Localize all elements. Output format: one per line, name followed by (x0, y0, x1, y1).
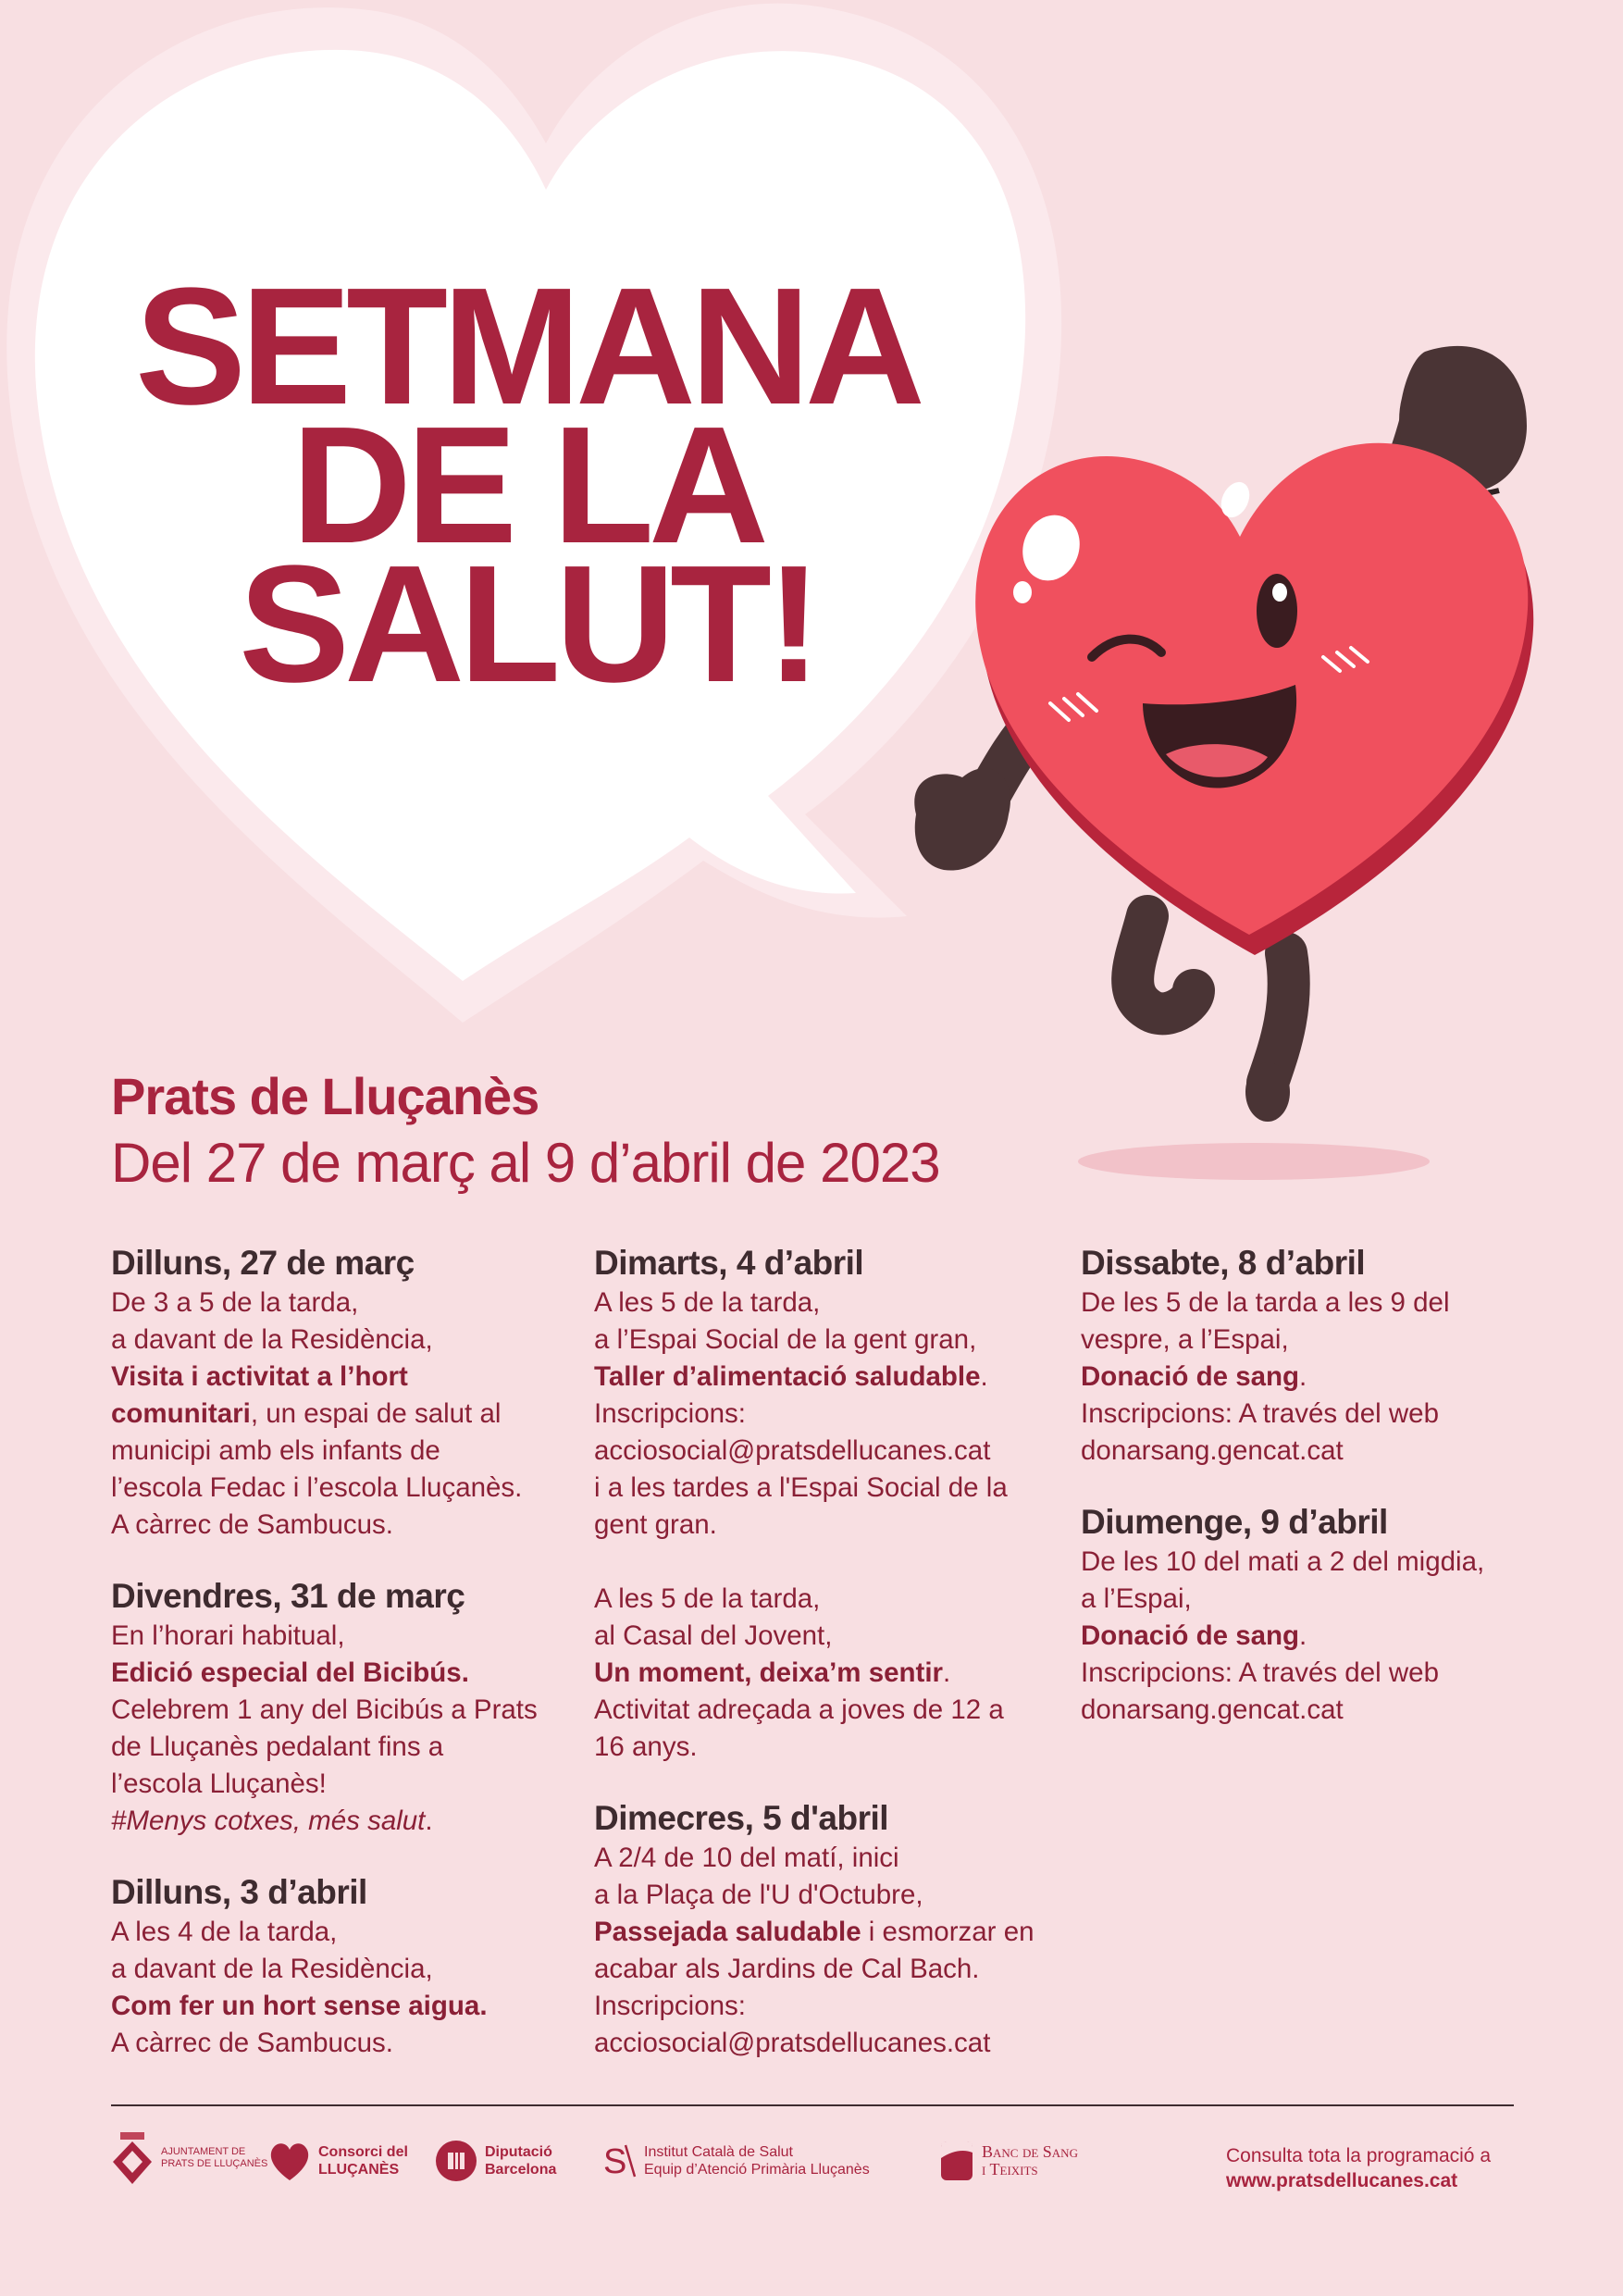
event-line: A 2/4 de 10 del matí, inici (594, 1843, 899, 1873)
event-hashtag: #Menys cotxes, més salut (111, 1806, 426, 1836)
event-website: donarsang.gencat.cat (1081, 1694, 1344, 1725)
event-activity: Donació de sang (1081, 1361, 1300, 1392)
event-line: . (1299, 1620, 1307, 1651)
event-monday-27 (111, 1242, 574, 1544)
event-friday-31 (111, 1575, 574, 1840)
logo-ics-line-1: Institut Català de Salut (644, 2144, 793, 2160)
event-day-heading: Dimecres, 5 d'abril (594, 1799, 889, 1837)
event-line: Activitat adreçada a joves de 12 a (594, 1694, 1004, 1725)
event-activity: Passejada saludable (594, 1917, 861, 1947)
event-activity: Un moment, deixa’m sentir (594, 1657, 944, 1688)
logo-ajuntament (111, 2128, 267, 2188)
event-monday-3 (111, 1871, 574, 2062)
event-activity: Donació de sang (1081, 1620, 1300, 1651)
event-line: . (425, 1806, 433, 1836)
event-line: . (943, 1657, 951, 1688)
logo-consorci-line-1: Consorci del (318, 2144, 408, 2160)
consult-text: Consulta tota la programació a (1226, 2145, 1491, 2166)
heart-mascot-icon (888, 342, 1573, 1203)
event-day-heading: Dilluns, 3 d’abril (111, 1873, 367, 1911)
event-line: . (1299, 1361, 1307, 1392)
event-line: a davant de la Residència, (111, 1954, 433, 1984)
title-line-3: SALUT! (239, 531, 816, 717)
event-line: a la Plaça de l'U d'Octubre, (594, 1880, 923, 1910)
logo-ics (603, 2141, 870, 2180)
event-line: A les 4 de la tarda, (111, 1917, 338, 1947)
event-tuesday-4 (594, 1242, 1057, 1766)
title-line-2: DE LA (291, 392, 763, 578)
ics-s-slash-icon (603, 2141, 637, 2180)
event-saturday-8 (1081, 1242, 1516, 1470)
event-sunday-9 (1081, 1501, 1516, 1729)
event-place: Prats de Lluçanès (111, 1067, 539, 1125)
logo-diputacio-line-2: Barcelona (485, 2162, 557, 2178)
event-day-heading: Divendres, 31 de març (111, 1577, 465, 1615)
event-line: En l’horari habitual, (111, 1620, 345, 1651)
logo-banc-line-2: i Teixits (982, 2160, 1038, 2178)
event-activity: Taller d’alimentació saludable (594, 1361, 981, 1392)
logo-ics-line-2: Equip d’Atenció Primària Lluçanès (644, 2162, 870, 2178)
sponsor-logos (111, 2128, 1175, 2212)
title-line-1: SETMANA (135, 254, 920, 440)
event-day-heading: Dimarts, 4 d’abril (594, 1244, 864, 1282)
event-line: l’escola Fedac i l’escola Lluçanès. (111, 1472, 523, 1503)
event-line: i esmorzar en (861, 1917, 1035, 1947)
event-line: Inscripcions: A través del web (1081, 1657, 1439, 1688)
event-line: Inscripcions: (594, 1398, 746, 1429)
event-line: De les 5 de la tarda a les 9 del (1081, 1287, 1450, 1318)
event-line: a l’Espai Social de la gent gran, (594, 1324, 977, 1355)
event-day-heading: Dissabte, 8 d’abril (1081, 1244, 1366, 1282)
event-line: de Lluçanès pedalant fins a (111, 1731, 444, 1762)
diputacio-emblem-icon (435, 2140, 477, 2182)
program-column-3 (1081, 1242, 1516, 1729)
consorci-heart-icon (268, 2140, 311, 2182)
event-line: . (980, 1361, 988, 1392)
event-wednesday-5 (594, 1797, 1057, 2062)
event-day-heading: Diumenge, 9 d’abril (1081, 1503, 1388, 1541)
logo-consorci (268, 2140, 408, 2182)
event-line: 16 anys. (594, 1731, 698, 1762)
event-line: , un espai de salut al (250, 1398, 502, 1429)
event-line: Celebrem 1 any del Bicibús a Prats (111, 1694, 538, 1725)
event-day-heading: Dilluns, 27 de març (111, 1244, 415, 1282)
banc-sang-drop-icon (939, 2140, 974, 2182)
event-website: donarsang.gencat.cat (1081, 1435, 1344, 1466)
event-line: municipi amb els infants de (111, 1435, 440, 1466)
event-line: Inscripcions: A través del web (1081, 1398, 1439, 1429)
event-line: gent gran. (594, 1509, 717, 1540)
event-line: a davant de la Residència, (111, 1324, 433, 1355)
event-activity: Edició especial del Bicibús. (111, 1657, 469, 1688)
event-line: acabar als Jardins de Cal Bach. (594, 1954, 980, 1984)
event-dates: Del 27 de març al 9 d’abril de 2023 (111, 1132, 940, 1194)
event-line: al Casal del Jovent, (594, 1620, 833, 1651)
event-line: A les 5 de la tarda, (594, 1583, 821, 1614)
logo-ajuntament-line-1: AJUNTAMENT DE (161, 2146, 246, 2157)
event-line: l’escola Lluçanès! (111, 1769, 327, 1799)
poster-title (111, 254, 944, 717)
logo-banc-line-1: Banc de Sang (982, 2142, 1078, 2161)
ajuntament-shield-icon (111, 2128, 154, 2188)
logo-ajuntament-line-2: PRATS DE LLUÇANÈS (161, 2158, 268, 2169)
logo-diputacio (435, 2140, 556, 2182)
program-info (1226, 2143, 1491, 2193)
logo-banc-sang (939, 2140, 1078, 2182)
logo-consorci-line-2: LLUÇANÈS (318, 2162, 400, 2178)
svg-text:S: S (603, 2142, 627, 2180)
website-link[interactable]: www.pratsdellucanes.cat (1226, 2170, 1458, 2191)
program-column-1 (111, 1242, 574, 2062)
event-line: A càrrec de Sambucus. (111, 1509, 393, 1540)
event-email: acciosocial@pratsdellucanes.cat (594, 1435, 991, 1466)
event-line: A càrrec de Sambucus. (111, 2028, 393, 2058)
program-column-2 (594, 1242, 1057, 2062)
event-line: i a les tardes a l'Espai Social de la (594, 1472, 1008, 1503)
logo-diputacio-line-1: Diputació (485, 2144, 552, 2160)
event-line: vespre, a l’Espai, (1081, 1324, 1289, 1355)
event-activity: comunitari (111, 1398, 251, 1429)
event-activity: Com fer un hort sense aigua. (111, 1991, 488, 2021)
event-line: De les 10 del mati a 2 del migdia, (1081, 1546, 1485, 1577)
event-line: a l’Espai, (1081, 1583, 1192, 1614)
event-email: acciosocial@pratsdellucanes.cat (594, 2028, 991, 2058)
event-line: Inscripcions: (594, 1991, 746, 2021)
event-line: A les 5 de la tarda, (594, 1287, 821, 1318)
event-activity: Visita i activitat a l’hort (111, 1361, 408, 1392)
footer-divider (111, 2104, 1514, 2106)
event-line: De 3 a 5 de la tarda, (111, 1287, 359, 1318)
